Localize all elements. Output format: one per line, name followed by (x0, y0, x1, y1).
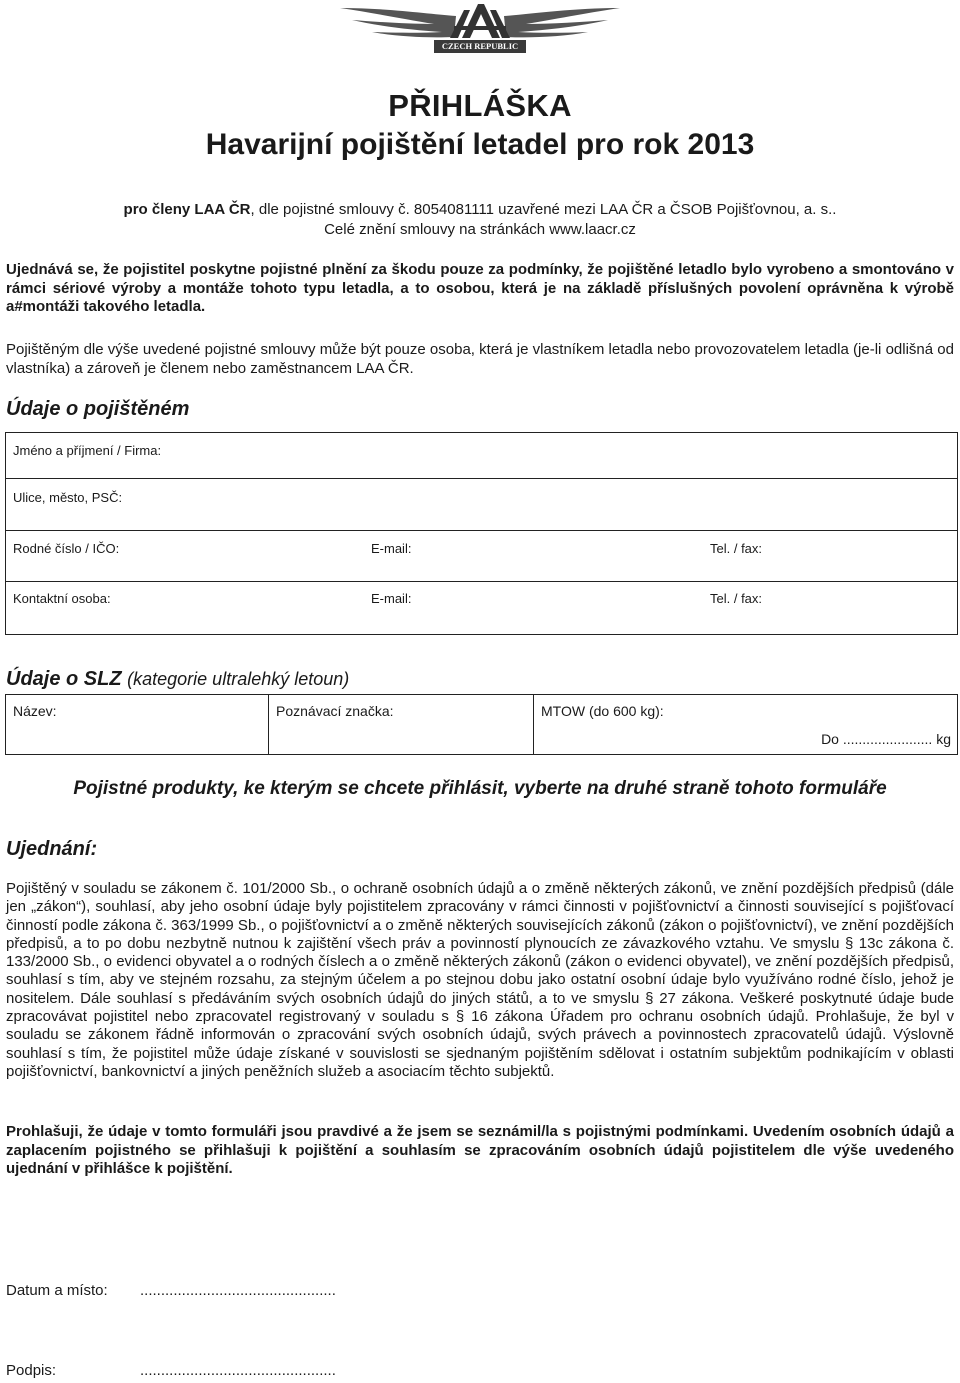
insured-form (5, 432, 958, 635)
name-field-label: Jméno a příjmení / Firma: (13, 443, 162, 458)
divider (6, 530, 957, 531)
signature-field[interactable]: ............................................... (140, 1362, 336, 1379)
laa-logo (338, 2, 622, 54)
date-place-field[interactable]: ............................................... (140, 1282, 336, 1299)
registration-field[interactable] (276, 723, 526, 749)
email-field-1[interactable] (426, 535, 696, 575)
tel-label-1: Tel. / fax: (710, 541, 763, 556)
divider (533, 695, 534, 754)
signature-label: Podpis: (6, 1362, 57, 1379)
aircraft-name-field[interactable] (66, 699, 262, 749)
registration-label: Poznávací značka: (276, 703, 394, 719)
birth-number-field[interactable] (136, 535, 356, 575)
tel-field-1[interactable] (776, 535, 946, 575)
contact-person-field[interactable] (126, 585, 356, 629)
agreement-text: Pojištěný v souladu se zákonem č. 101/2000 Sb., o ochraně osobních údajů a o změně některých zákonů, ve znění pozdějších předpisů (dále jen „zákon“), souhlasí, aby jeho osobní údaje byly pojistitelem zpracovány v rámci činnosti v pojišťovnictví a činnosti související s pojišťovací činností podle zákona č. 363/1999 Sb., o pojišťovnictví a o změně některých souvisejících zákonů (zákon o pojišťovnictví), ve znění pozdějších předpisů, a to po dobu nezbytně nutnou k zajištění všech práv a povinností plynoucích ze závazkového vztahu. Ve smyslu § 13c zákona č. 133/2000 Sb., o evidenci obyvatel a o rodných číslech a o změně některých zákonů (zákon o evidenci obyvatel), ve znění pozdějších předpisů, souhlasí s tím, aby ve stejném rozsahu, za stejným účelem a po stejnou dobu jako ostatní osobní údaje bylo využíváno rodné číslo, jehož je nositelem. Dále souhlasí s předáváním svých osobních údajů do jiných států, a to ve smyslu § 27 zákona. Veškeré poskytnuté údaje bude zpracovávat pojistitel nebo zpracovatel registrovaný v souladu s § 16 zákona Úřadem pro ochranu osobních údajů. Prohlašuje, že byl v souladu se zákonem řádně informován o zpracování svých osobních údajů, svých právech a povinnostech zpracovatelů údajů. Výslovně souhlasí s tím, že pojistitel může údaje získané v souvislosti se sjednaným pojištěním sdělovat i ostatním subjektům podnikajícím v oblasti pojišťovnictví, bankovnictví a jiných peněžních služeb a asociacím těchto subjektů. (6, 880, 954, 1080)
aircraft-name-label: Název: (13, 703, 57, 719)
logo-banner-text: CZECH REPUBLIC (441, 41, 519, 51)
contact-person-label: Kontaktní osoba: (13, 591, 111, 606)
aircraft-heading (6, 668, 349, 691)
tel-label-2: Tel. / fax: (710, 591, 763, 606)
aircraft-heading-note: (kategorie ultralehký letoun) (127, 669, 350, 689)
production-clause: Ujednává se, že pojistitel poskytne pojistné plnění za škodu pouze za podmínky, že pojištěné letadlo bylo vyrobeno a smontováno v rámci sériové výroby a montáže tohoto typu letadla, a to osobou, která je na základě příslušných povolení oprávněna k výrobě a#montáži takového letadla. (6, 261, 954, 315)
tel-field-2[interactable] (776, 585, 946, 629)
aircraft-form (5, 694, 958, 755)
aircraft-heading-title: Údaje o SLZ (6, 668, 122, 690)
name-field[interactable] (186, 437, 946, 473)
divider (268, 695, 269, 754)
email-label-1: E-mail: (371, 541, 412, 556)
address-field-label: Ulice, město, PSČ: (13, 490, 123, 505)
divider (6, 581, 957, 582)
intro-line-2: Celé znění smlouvy na stránkách www.laacr.cz (324, 221, 636, 238)
page-subtitle: Havarijní pojištění letadel pro rok 2013 (205, 128, 755, 161)
email-field-2[interactable] (426, 585, 696, 629)
email-label-2: E-mail: (371, 591, 412, 606)
birth-number-label: Rodné číslo / IČO: (13, 541, 120, 556)
intro-contract: , dle pojistné smlouvy č. 8054081111 uzavřené mezi LAA ČR a ČSOB Pojišťovnou, a. s.. (250, 201, 837, 218)
divider (6, 478, 957, 479)
agreement-heading: Ujednání: (6, 838, 98, 860)
date-place-label: Datum a místo: (6, 1282, 108, 1299)
insured-heading: Údaje o pojištěném (6, 398, 190, 420)
mtow-label: MTOW (do 600 kg): (541, 703, 664, 719)
intro-members: pro členy LAA ČR (123, 201, 251, 218)
intro-line-1 (0, 201, 960, 218)
declaration-text: Prohlašuji, že údaje v tomto formuláři jsou pravdivé a že jsem se seznámil/la s pojistnými podmínkami. Uvedením osobních údajů a zaplacením pojistného se přihlašuji k pojištění a souhlasím se zpracováním osobních údajů pojistitelem dle výše uvedeného ujednání v přihlášce k pojištění. (6, 1123, 954, 1177)
mtow-value[interactable]: Do ....................... kg (821, 731, 951, 747)
page-title: PŘIHLÁŠKA (388, 88, 572, 123)
products-note: Pojistné produkty, ke kterým se chcete přihlásit, vyberte na druhé straně tohoto formuláře (73, 778, 887, 799)
eligibility-text: Pojištěným dle výše uvedené pojistné smlouvy může být pouze osoba, která je vlastníkem letadla nebo provozovatelem letadla (je-li odlišná od vlastníka) a zároveň je členem nebo zaměstnancem LAA ČR. (6, 341, 954, 377)
address-field[interactable] (146, 483, 946, 523)
